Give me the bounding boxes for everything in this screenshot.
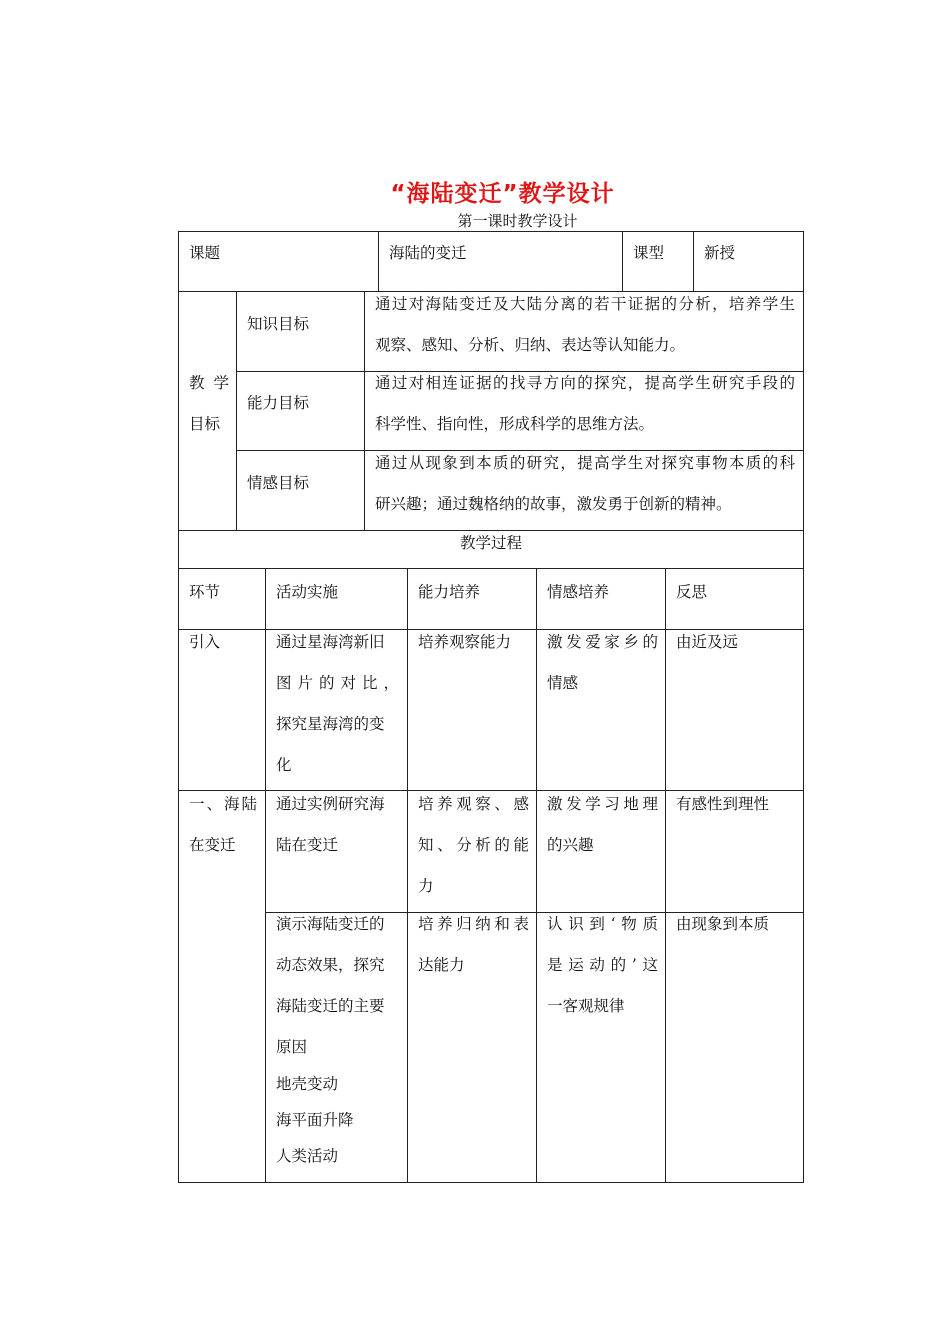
row1-emotion: 激发爱家乡的 情感 [547,633,658,692]
grid-line [407,568,408,1183]
column-header-ability: 能力培养 [418,583,481,601]
type-value: 新授 [704,244,736,262]
knowledge-objective-label: 知识目标 [247,315,310,333]
list-item: 地壳变动 [276,1075,339,1093]
row1-ability: 培养观察能力 [418,633,512,651]
type-label: 课型 [633,244,665,262]
column-header-stage: 环节 [189,583,221,601]
topic-value: 海陆的变迁 [389,244,467,262]
column-header-emotion: 情感培养 [547,583,610,601]
list-item: 人类活动 [276,1147,339,1165]
row2-stage: 一、海陆 在变迁 [189,795,257,854]
column-header-activity: 活动实施 [276,583,339,601]
emotion-objective-text: 通过从现象到本质的研究，提高学生对探究事物本质的科 研兴趣；通过魏格纳的故事，激发勇于创新的精神。 [375,454,795,513]
process-heading: 教学过程 [459,534,522,552]
row2-reflection: 有感性到理性 [676,795,770,813]
knowledge-objective-text: 通过对海陆变迁及大陆分离的若干证据的分析，培养学生 观察、感知、分析、归纳、表达等认知能力。 [375,295,795,354]
grid-line [364,291,365,530]
document-subtitle: 第一课时教学设计 [457,212,578,230]
row1-activity: 通过星海湾新旧 图 片 的 对 比 ， 探究星海湾的变 化 [276,633,399,774]
grid-line [622,231,623,291]
ability-objective-text: 通过对相连证据的找寻方向的探究，提高学生研究手段的 科学性、指向性，形成科学的思维方法。 [375,374,795,433]
row3-activity-causes-list [276,1066,354,1174]
emotion-objective-label: 情感目标 [247,474,310,492]
grid-line [536,568,537,1183]
grid-line [378,231,379,291]
row3-activity: 演示海陆变迁的 动态效果，探究 海陆变迁的主要 原因 [276,915,385,1056]
row1-reflection: 由近及远 [676,633,739,651]
row2-emotion: 激发学习地理 的兴趣 [547,795,658,854]
row3-emotion: 认识到‘物质 是运动的’这 一客观规律 [547,915,658,1015]
row2-activity: 通过实例研究海 陆在变迁 [276,795,385,854]
row3-reflection: 由现象到本质 [676,915,770,933]
grid-line [178,568,804,569]
objectives-group-label: 教 学 目标 [189,374,229,433]
list-item: 海平面升降 [276,1111,354,1129]
topic-label: 课题 [189,244,221,262]
column-header-reflection: 反思 [676,583,708,601]
document-title: “海陆变迁”教学设计 [390,181,615,207]
grid-line [265,568,266,1183]
grid-line [236,291,237,530]
ability-objective-label: 能力目标 [247,394,310,412]
row3-ability: 培养归纳和表 达能力 [418,915,529,974]
row2-ability: 培养观察、感 知、分析的能 力 [418,795,529,895]
row1-stage: 引入 [189,633,221,651]
grid-line [693,231,694,291]
grid-line [665,568,666,1183]
